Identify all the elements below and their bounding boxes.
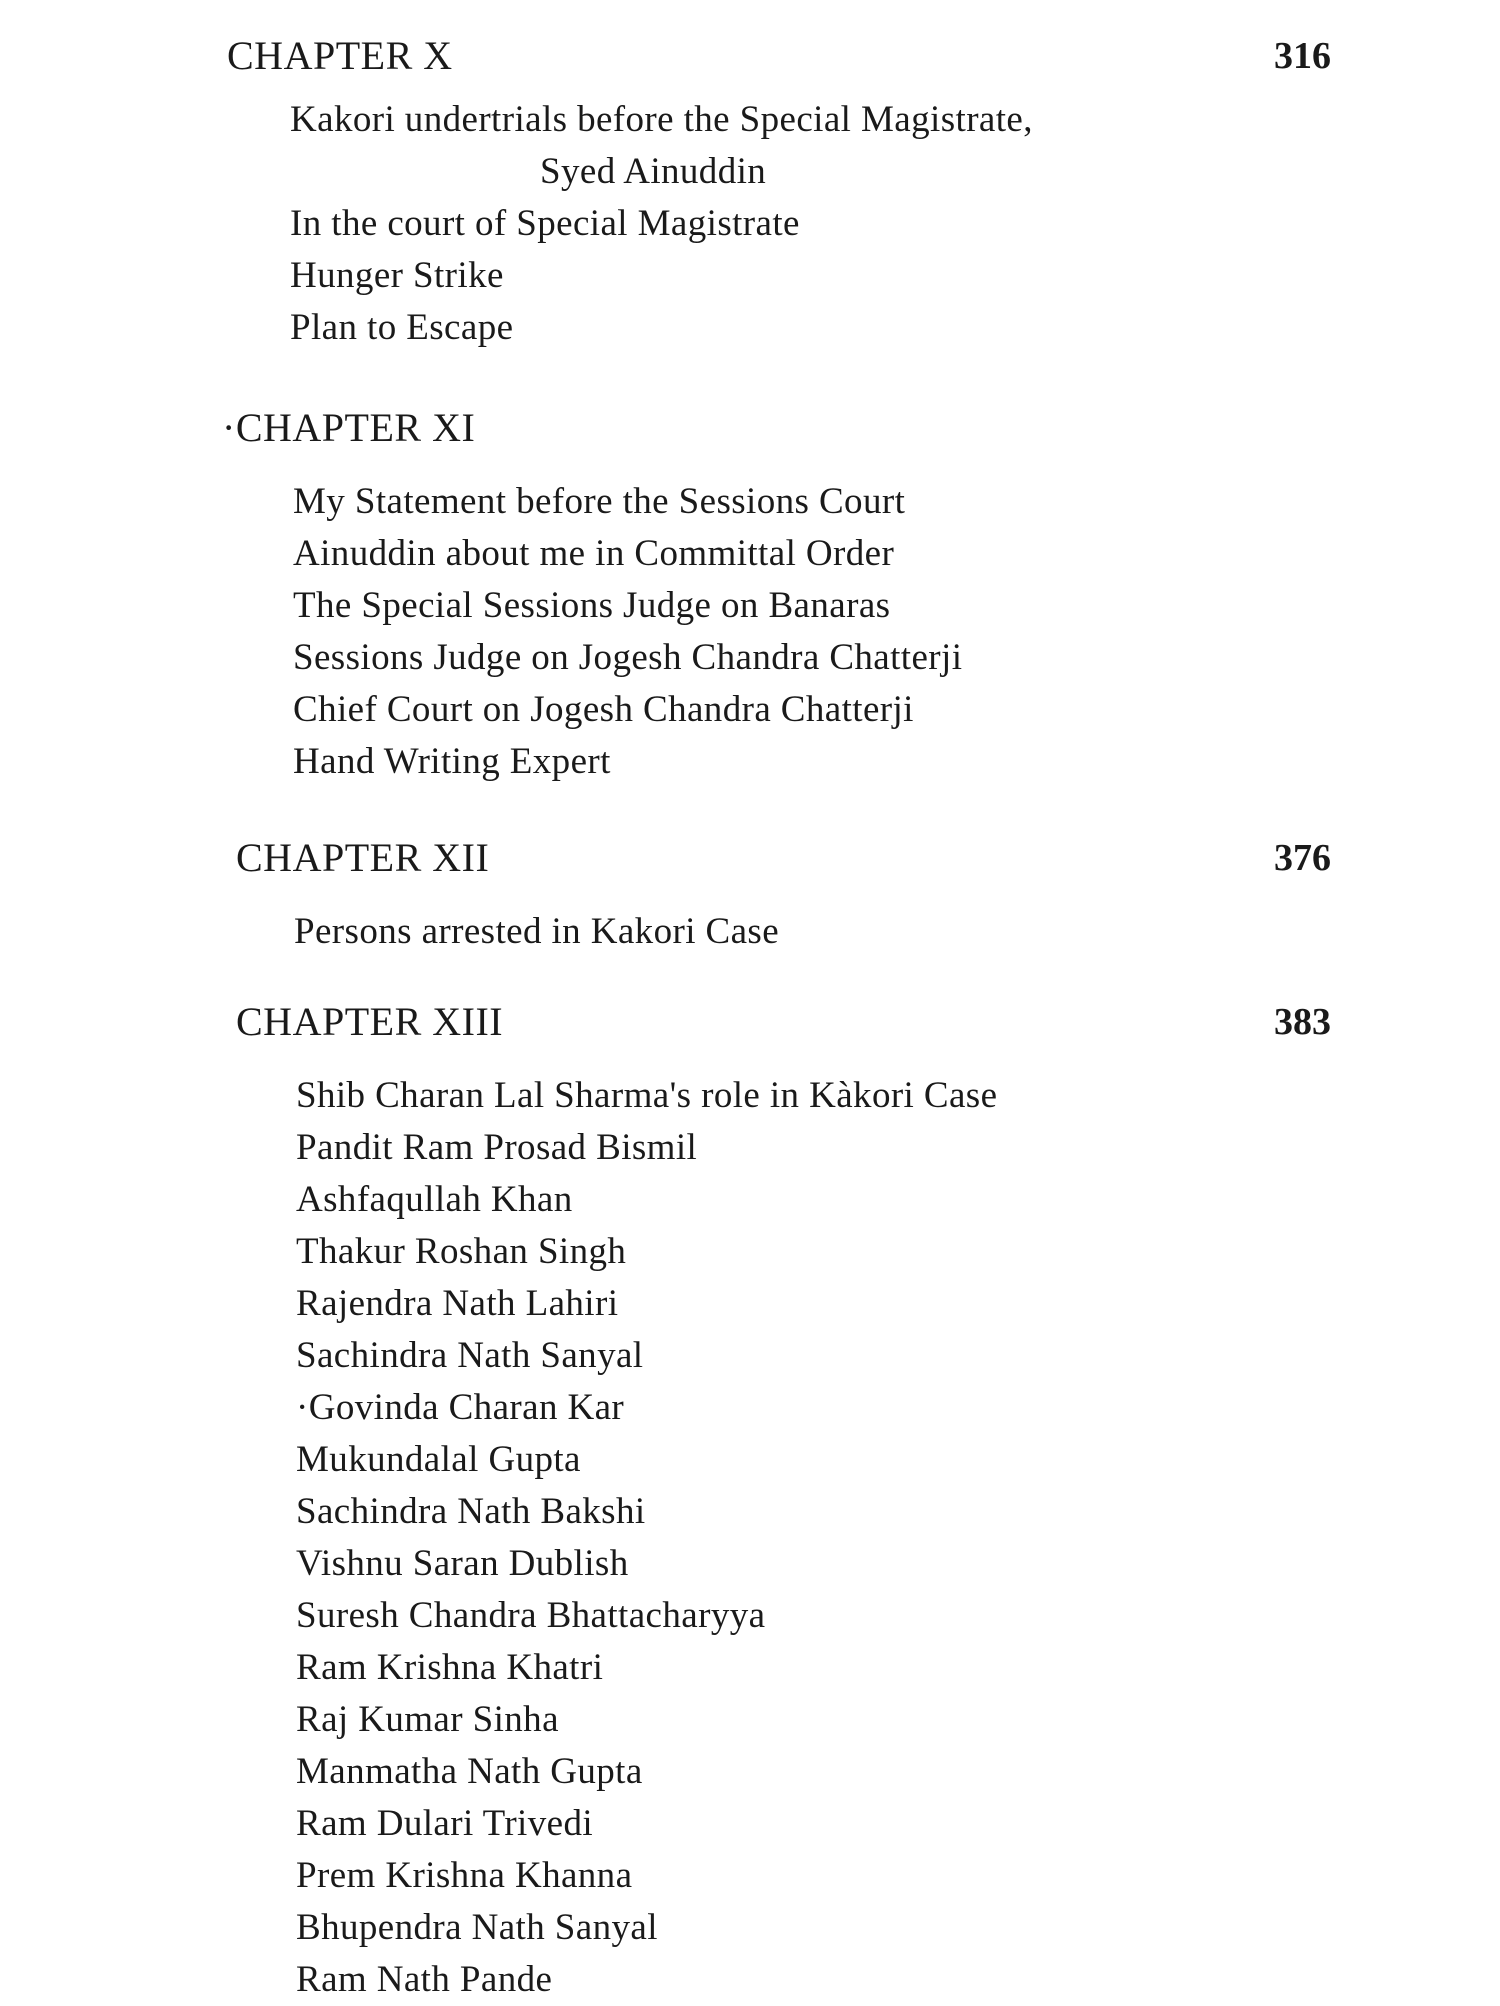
chapter-entry: Syed Ainuddin (540, 151, 767, 192)
chapter-entry: The Special Sessions Judge on Banaras (293, 585, 891, 626)
chapter-entry: Pandit Ram Prosad Bismil (296, 1127, 698, 1168)
chapter-entry: Hunger Strike (290, 255, 504, 296)
chapter-entry: Raj Kumar Sinha (296, 1699, 559, 1740)
chapter-entry: Sachindra Nath Bakshi (296, 1491, 646, 1532)
chapter-entry: Ashfaqullah Khan (296, 1179, 573, 1220)
chapter-entry: Hand Writing Expert (293, 741, 611, 782)
chapter-entry: Plan to Escape (290, 307, 514, 348)
chapter-entry: Bhupendra Nath Sanyal (296, 1907, 658, 1948)
chapter-entry: Thakur Roshan Singh (296, 1231, 627, 1272)
chapter-entry: My Statement before the Sessions Court (293, 481, 906, 522)
chapter-entry: Manmatha Nath Gupta (296, 1751, 643, 1792)
chapter-entry: Mukundalal Gupta (296, 1439, 581, 1480)
chapter-heading: ·CHAPTER XI (222, 405, 476, 450)
chapter-entries (290, 94, 1033, 354)
chapter-page-number: 383 (1274, 1001, 1331, 1043)
chapter-entry: Ram Nath Pande (296, 1959, 553, 2000)
chapter-entry: Prem Krishna Khanna (296, 1855, 633, 1896)
chapter-entry: Shib Charan Lal Sharma's role in Kàkori Case (296, 1075, 998, 1116)
chapter-entry: Persons arrested in Kakori Case (294, 911, 780, 952)
chapter-entry: Kakori undertrials before the Special Magistrate, (290, 99, 1033, 140)
chapter-heading: CHAPTER X (227, 33, 453, 78)
chapter-entry: In the court of Special Magistrate (290, 203, 800, 244)
chapter-entry: Chief Court on Jogesh Chandra Chatterji (293, 689, 914, 730)
chapter-entry: Vishnu Saran Dublish (296, 1543, 629, 1584)
chapter-entry: Ainuddin about me in Committal Order (293, 533, 895, 574)
chapter-entry: Suresh Chandra Bhattacharyya (296, 1595, 766, 1636)
chapter-entry: Sessions Judge on Jogesh Chandra Chatterji (293, 637, 963, 678)
chapter-entries (294, 906, 779, 958)
chapter-heading: CHAPTER XIII (236, 999, 504, 1044)
chapter-entry: ·Govinda Charan Kar (296, 1387, 625, 1428)
chapter-entry: Sachindra Nath Sanyal (296, 1335, 644, 1376)
chapter-entry: Ram Krishna Khatri (296, 1647, 604, 1688)
chapter-heading: CHAPTER XII (236, 835, 490, 880)
chapter-entries (293, 476, 962, 788)
chapter-page-number: 376 (1274, 837, 1331, 879)
chapter-page-number: 316 (1274, 35, 1331, 77)
chapter-entry: Ram Dulari Trivedi (296, 1803, 594, 1844)
chapter-entry: Rajendra Nath Lahiri (296, 1283, 619, 1324)
chapter-entries (296, 1070, 997, 2006)
